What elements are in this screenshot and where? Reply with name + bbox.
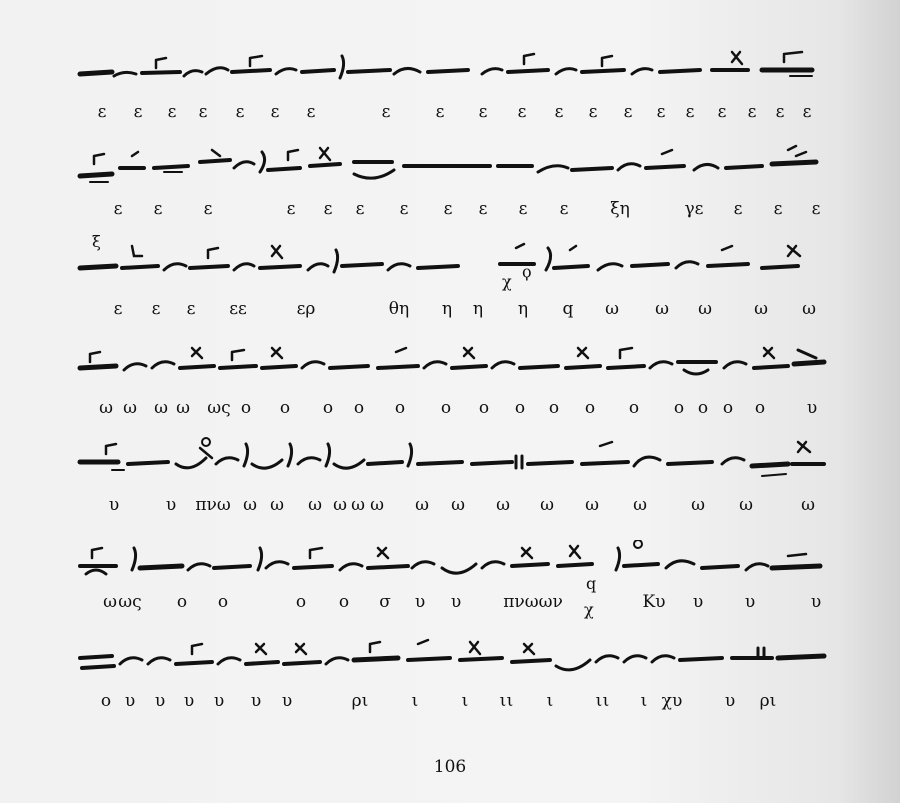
- syllable: ι: [602, 691, 610, 711]
- syllable: ε: [381, 102, 391, 122]
- syllable: ι: [461, 691, 469, 711]
- page-number: 106: [433, 757, 467, 777]
- syllable: ερ: [296, 299, 316, 319]
- syllable: ι: [411, 691, 419, 711]
- syllable: ε: [747, 102, 757, 122]
- syllable: ι: [640, 691, 648, 711]
- syllable: υ: [414, 592, 426, 612]
- syllable: ε: [802, 102, 812, 122]
- neume-staff-1: [72, 46, 832, 90]
- syllable: ο: [217, 592, 229, 612]
- syllable: ω: [802, 299, 816, 319]
- syllable: ε: [811, 199, 821, 219]
- syllable: ε: [153, 199, 163, 219]
- syllable: υ: [213, 691, 225, 711]
- syllable: υ: [692, 592, 704, 612]
- syllable: ω: [739, 495, 753, 515]
- syllable: υ: [810, 592, 822, 612]
- syllable: ε: [355, 199, 365, 219]
- neume-staff-4: [72, 340, 832, 384]
- syllable: ε: [733, 199, 743, 219]
- neume-letter-mark: χ: [502, 272, 512, 291]
- neume-letter-mark: ξ: [92, 232, 101, 251]
- syllable: ω: [99, 398, 113, 418]
- syllable: ε: [235, 102, 245, 122]
- syllable: ε: [518, 199, 528, 219]
- syllable: ω: [123, 398, 137, 418]
- syllable: υ: [744, 592, 756, 612]
- syllable: ε: [151, 299, 161, 319]
- syllable: ε: [399, 199, 409, 219]
- syllable: ο: [754, 398, 766, 418]
- syllable: ω: [243, 495, 257, 515]
- syllable: ξη: [610, 199, 630, 219]
- syllable: ε: [478, 199, 488, 219]
- syllable: ο: [478, 398, 490, 418]
- syllable: υ: [154, 691, 166, 711]
- syllable: ω: [415, 495, 429, 515]
- syllable: ω: [308, 495, 322, 515]
- syllable: η: [517, 299, 529, 319]
- syllable: ε: [97, 102, 107, 122]
- syllable: ω: [154, 398, 168, 418]
- syllable: ω: [370, 495, 384, 515]
- syllable: εε: [229, 299, 247, 319]
- syllable: ω: [605, 299, 619, 319]
- syllable: ω: [270, 495, 284, 515]
- syllable: ε: [435, 102, 445, 122]
- syllable: υ: [724, 691, 736, 711]
- syllable: γε: [684, 199, 704, 219]
- syllable: ε: [559, 199, 569, 219]
- syllable: θη: [388, 299, 410, 319]
- syllable: ω: [496, 495, 510, 515]
- syllable: ι: [546, 691, 554, 711]
- syllable: ω: [333, 495, 347, 515]
- syllable: ε: [478, 102, 488, 122]
- syllable: ε: [623, 102, 633, 122]
- syllable: ο: [100, 691, 112, 711]
- syllable: ο: [697, 398, 709, 418]
- syllable: υ: [108, 495, 120, 515]
- syllable: υ: [165, 495, 177, 515]
- syllable: ο: [240, 398, 252, 418]
- syllable: η: [441, 299, 453, 319]
- syllable: υ: [183, 691, 195, 711]
- syllable: ω: [540, 495, 554, 515]
- neume-staff-6: [72, 540, 832, 584]
- syllable: ε: [270, 102, 280, 122]
- syllable: ω: [103, 592, 117, 612]
- syllable: ω: [451, 495, 465, 515]
- syllable: ο: [322, 398, 334, 418]
- syllable: ω: [351, 495, 365, 515]
- syllable: ω: [754, 299, 768, 319]
- syllable: ο: [548, 398, 560, 418]
- syllable: υ: [450, 592, 462, 612]
- syllable: ως: [207, 398, 231, 418]
- neume-letter-mark: q: [586, 574, 597, 593]
- syllable: σ: [379, 592, 391, 612]
- syllable: ο: [722, 398, 734, 418]
- syllable: ρι: [351, 691, 369, 711]
- syllable: ε: [443, 199, 453, 219]
- syllable: ι: [595, 691, 603, 711]
- syllable: ο: [279, 398, 291, 418]
- syllable: ο: [440, 398, 452, 418]
- syllable: ε: [323, 199, 333, 219]
- syllable: ι: [506, 691, 514, 711]
- syllable: ο: [338, 592, 350, 612]
- syllable: υ: [281, 691, 293, 711]
- syllable: ρι: [759, 691, 777, 711]
- syllable: ε: [517, 102, 527, 122]
- syllable: ε: [133, 102, 143, 122]
- syllable: ε: [203, 199, 213, 219]
- syllable: ε: [685, 102, 695, 122]
- syllable: ω: [176, 398, 190, 418]
- syllable: ω: [633, 495, 647, 515]
- syllable: ω: [585, 495, 599, 515]
- syllable: ε: [286, 199, 296, 219]
- syllable: ο: [628, 398, 640, 418]
- syllable: ε: [656, 102, 666, 122]
- lyrics-line-4: [72, 395, 832, 421]
- lyrics-line-2: [72, 196, 832, 222]
- neume-staff-5: [72, 436, 832, 480]
- neume-staff-3: [72, 240, 832, 284]
- syllable: ε: [554, 102, 564, 122]
- syllable: χυ: [661, 691, 683, 711]
- lyrics-line-6: [72, 589, 832, 615]
- syllable: πνω: [195, 495, 231, 515]
- syllable: πνωων: [503, 592, 563, 612]
- syllable: υ: [124, 691, 136, 711]
- syllable: υ: [806, 398, 818, 418]
- syllable: ο: [295, 592, 307, 612]
- syllable: ε: [186, 299, 196, 319]
- syllable: ο: [673, 398, 685, 418]
- neume-letter-mark: ϙ: [522, 262, 532, 281]
- syllable: ο: [514, 398, 526, 418]
- lyrics-line-7: [72, 688, 832, 714]
- syllable: ε: [306, 102, 316, 122]
- syllable: ω: [698, 299, 712, 319]
- syllable: ε: [198, 102, 208, 122]
- syllable: ε: [113, 199, 123, 219]
- syllable: ε: [113, 299, 123, 319]
- syllable: ο: [176, 592, 188, 612]
- neume-staff-7: [72, 636, 832, 680]
- syllable: ω: [691, 495, 705, 515]
- syllable: Κυ: [642, 592, 666, 612]
- lyrics-line-5: [72, 492, 832, 518]
- syllable: ε: [775, 102, 785, 122]
- syllable: ο: [584, 398, 596, 418]
- syllable: ε: [167, 102, 177, 122]
- syllable: q: [562, 299, 574, 319]
- syllable: ε: [717, 102, 727, 122]
- syllable: ω: [801, 495, 815, 515]
- lyrics-line-3: [72, 296, 832, 322]
- syllable: υ: [250, 691, 262, 711]
- lyrics-line-1: [72, 99, 832, 125]
- syllable: ω: [655, 299, 669, 319]
- syllable: η: [472, 299, 484, 319]
- syllable: ο: [394, 398, 406, 418]
- syllable: ι: [499, 691, 507, 711]
- syllable: ως: [118, 592, 142, 612]
- syllable: ε: [773, 199, 783, 219]
- syllable: ε: [588, 102, 598, 122]
- syllable: ο: [353, 398, 365, 418]
- neume-letter-mark: χ: [584, 600, 594, 619]
- neume-staff-2: [72, 142, 832, 186]
